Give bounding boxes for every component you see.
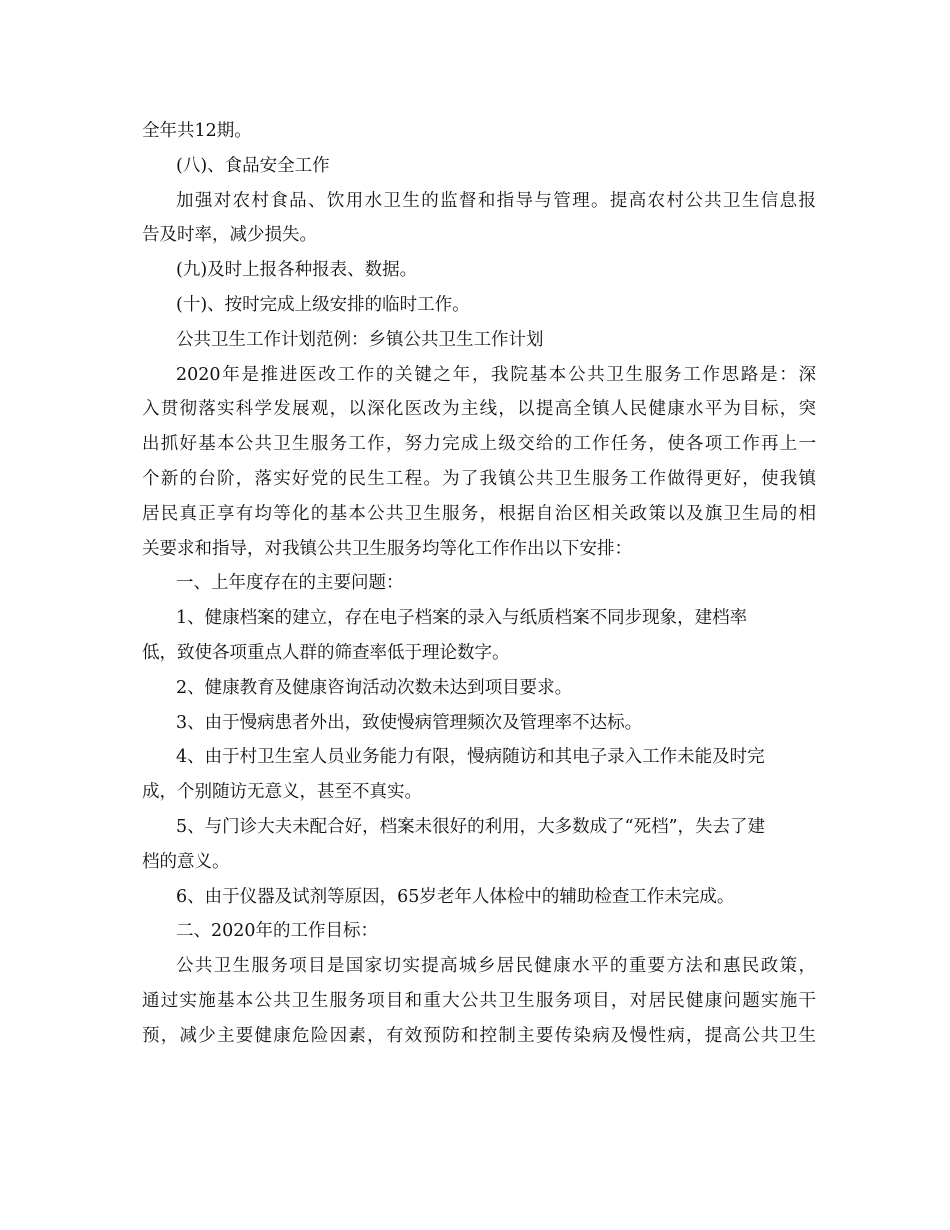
document-line: 关要求和指导，对我镇公共卫生服务均等化工作作出以下安排： bbox=[142, 538, 632, 559]
document-line: 出抓好基本公共卫生服务工作，努力完成上级交给的工作任务，使各项工作再上一 bbox=[142, 434, 816, 455]
document-line: 5、与门诊大夫未配合好，档案未很好的利用，大多数成了“死档”，失去了建 bbox=[176, 816, 766, 837]
document-line: 预，减少主要健康危险因素，有效预防和控制主要传染病及慢性病，提高公共卫生 bbox=[142, 1025, 816, 1046]
document-line: 居民真正享有均等化的基本公共卫生服务，根据自治区相关政策以及旗卫生局的相 bbox=[142, 503, 816, 524]
document-line: 告及时率，减少损失。 bbox=[142, 225, 317, 246]
document-line: 个新的台阶，落实好党的民生工程。为了我镇公共卫生服务工作做得更好，使我镇 bbox=[142, 468, 816, 489]
document-line: (十)、按时完成上级安排的临时工作。 bbox=[176, 294, 470, 315]
document-line: 1、健康档案的建立，存在电子档案的录入与纸质档案不同步现象，建档率 bbox=[176, 608, 748, 629]
document-line: 3、由于慢病患者外出，致使慢病管理频次及管理率不达标。 bbox=[176, 712, 643, 733]
document-body bbox=[142, 114, 816, 1054]
document-line: 2020年是推进医改工作的关键之年，我院基本公共卫生服务工作思路是：深 bbox=[176, 364, 816, 385]
document-line: 通过实施基本公共卫生服务项目和重大公共卫生服务项目，对居民健康问题实施干 bbox=[142, 990, 816, 1011]
document-line: 公共卫生工作计划范例：乡镇公共卫生工作计划 bbox=[176, 329, 544, 350]
document-line: 档的意义。 bbox=[142, 851, 230, 872]
document-line: 一、上年度存在的主要问题： bbox=[176, 573, 404, 594]
document-line: 成，个别随访无意义，甚至不真实。 bbox=[142, 782, 422, 803]
document-line: (九)及时上报各种报表、数据。 bbox=[176, 260, 418, 281]
document-line: (八)、食品安全工作 bbox=[176, 155, 330, 176]
document-line: 加强对农村食品、饮用水卫生的监督和指导与管理。提高农村公共卫生信息报 bbox=[176, 190, 816, 211]
document-line: 2、健康教育及健康咨询活动次数未达到项目要求。 bbox=[176, 677, 573, 698]
document-line: 6、由于仪器及试剂等原因，65岁老年人体检中的辅助检查工作未完成。 bbox=[176, 886, 735, 907]
document-line: 入贯彻落实科学发展观，以深化医改为主线，以提高全镇人民健康水平为目标，突 bbox=[142, 399, 816, 420]
document-line: 4、由于村卫生室人员业务能力有限，慢病随访和其电子录入工作未能及时完 bbox=[176, 747, 765, 768]
document-line: 全年共12期。 bbox=[142, 121, 252, 141]
document-line: 低，致使各项重点人群的筛查率低于理论数字。 bbox=[142, 642, 510, 663]
document-line: 二、2020年的工作目标： bbox=[176, 921, 379, 942]
document-line: 公共卫生服务项目是国家切实提高城乡居民健康水平的重要方法和惠民政策， bbox=[176, 956, 816, 977]
